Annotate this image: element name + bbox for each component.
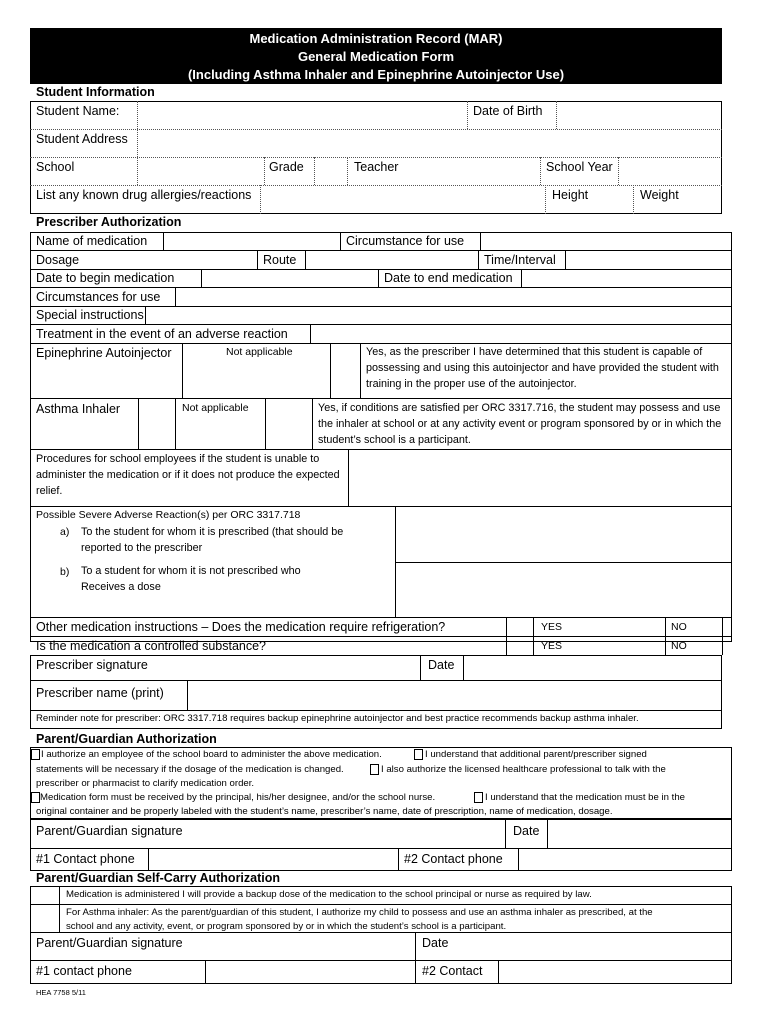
reaction-a-field[interactable]: [397, 507, 730, 561]
dob-field[interactable]: [559, 103, 719, 127]
route-label: Route: [263, 253, 297, 267]
contact1-label: #1 Contact phone: [36, 852, 135, 866]
dosage-label: Dosage: [36, 253, 80, 267]
special-instructions-field[interactable]: [147, 307, 730, 323]
school-year-field[interactable]: [620, 159, 719, 183]
self-carry-date-label: Date: [422, 936, 449, 950]
controlled-yes-label: YES: [541, 640, 563, 652]
self-carry-contact2-label: #2 Contact: [422, 964, 483, 978]
auth-text-5: prescriber or pharmacist to clarify medication order.: [36, 778, 255, 789]
circumstance-field[interactable]: [482, 233, 730, 249]
student-name-label: Student Name:: [36, 104, 120, 118]
treatment-field[interactable]: [312, 325, 730, 342]
form-number: HEA 7758 5/11: [36, 988, 86, 997]
auth-text-1: I authorize an employee of the school board to administer the above medication.: [41, 749, 382, 760]
auth-checkbox-1[interactable]: [31, 749, 40, 760]
treatment-label: Treatment in the event of an adverse reaction: [36, 327, 288, 341]
reaction-a-marker: a): [60, 526, 70, 538]
form-subtitle: General Medication Form: [297, 49, 455, 64]
self-carry-backup-text: Medication is administered I will provide a backup dose of the medication to the school principal or nurse as required by law.: [66, 889, 592, 900]
epinephrine-label: Epinephrine Autoinjector: [36, 346, 172, 360]
auth-text-8: original container and be properly labeled with the student’s name, prescriber’s name, date of prescription, name of medication, dosage.: [36, 806, 613, 817]
dosage-field[interactable]: [90, 251, 255, 268]
asthma-yes-text: Yes, if conditions are satisfied per ORC 3317.716, the student may possess and use the inhaler at school or at any activity event or program sponsored by or in which the student’s school is a participant.: [318, 402, 722, 446]
teacher-label: Teacher: [354, 160, 399, 174]
grade-field[interactable]: [316, 159, 345, 183]
begin-date-field[interactable]: [203, 270, 376, 286]
prescriber-signature-label: Prescriber signature: [36, 658, 148, 672]
form-header: [30, 28, 722, 84]
address-field[interactable]: [140, 131, 719, 155]
self-carry-contact1-label: #1 contact phone: [36, 964, 132, 978]
parent-signature-field[interactable]: [200, 821, 502, 847]
weight-label: Weight: [640, 188, 679, 202]
self-carry-contact1-field[interactable]: [207, 962, 413, 983]
school-year-label: School Year: [546, 160, 613, 174]
parent-signature-label: Parent/Guardian signature: [36, 824, 183, 838]
allergies-label: List any known drug allergies/reactions: [36, 188, 252, 202]
med-name-field[interactable]: [165, 233, 338, 249]
asthma-yes-checkbox[interactable]: [139, 399, 174, 448]
dob-label: Date of Birth: [473, 104, 543, 118]
route-field[interactable]: [307, 251, 476, 268]
self-carry-date-field[interactable]: [460, 934, 730, 959]
procedures-label: Procedures for school employees if the student is unable to administer the medication or if it does not produce the expected relief.: [36, 453, 340, 497]
epinephrine-yes-text: Yes, as the prescriber I have determined that this student is capable of possessing and using this autoinjector and have provided the student with training in the proper use of the autoinjector.: [366, 346, 719, 390]
self-carry-section-title: Parent/Guardian Self-Carry Authorization: [36, 871, 281, 885]
allergies-field[interactable]: [262, 187, 543, 212]
auth-text-2: I understand that additional parent/prescriber signed: [425, 749, 647, 760]
self-carry-asthma-text-1: For Asthma inhaler: As the parent/guardian of this student, I authorize my child to possess and use an asthma inhaler as prescribed, at the: [66, 907, 653, 918]
auth-text-4: I also authorize the licensed healthcare professional to talk with the: [381, 764, 666, 775]
self-carry-backup-checkbox[interactable]: [31, 887, 58, 903]
time-interval-field[interactable]: [567, 251, 730, 268]
form-title: Medication Administration Record (MAR): [249, 31, 503, 46]
address-label: Student Address: [36, 132, 128, 146]
controlled-label: Is the medication a controlled substance?: [36, 639, 266, 653]
height-label: Height: [552, 188, 589, 202]
school-label: School: [36, 160, 75, 174]
reaction-b-field[interactable]: [397, 563, 730, 616]
special-instructions-label: Special instructions: [36, 308, 144, 322]
procedures-field[interactable]: [350, 450, 730, 505]
circumstances-field[interactable]: [177, 288, 730, 305]
contact1-field[interactable]: [150, 850, 396, 870]
teacher-field[interactable]: [430, 159, 538, 183]
self-carry-contact2-field[interactable]: [500, 962, 730, 983]
parent-date-field[interactable]: [549, 821, 730, 847]
prescriber-name-field[interactable]: [189, 682, 720, 709]
reaction-a-text: To the student for whom it is prescribed (that should be reported to the prescriber: [81, 526, 344, 554]
contact2-label: #2 Contact phone: [404, 852, 503, 866]
self-carry-asthma-checkbox[interactable]: [31, 905, 58, 931]
prescriber-date-field[interactable]: [465, 657, 720, 679]
school-field[interactable]: [140, 159, 262, 183]
student-name-field[interactable]: [140, 103, 465, 127]
parent-section-title: Parent/Guardian Authorization: [36, 732, 217, 746]
prescriber-signature-field[interactable]: [190, 657, 418, 679]
self-carry-asthma-text-2: school and any activity, event, or program sponsored by or in which the student’s school is a participant.: [66, 921, 507, 932]
prescriber-reminder: Reminder note for prescriber: ORC 3317.718 requires backup epinephrine autoinjector and best practice recommends backup asthma inhaler.: [36, 713, 639, 724]
refrigeration-no-label: NO: [671, 621, 687, 633]
epinephrine-na-label: Not applicable: [226, 346, 293, 358]
auth-checkbox-2[interactable]: [414, 749, 423, 760]
refrigeration-yes-label: YES: [541, 621, 563, 633]
student-section-title: Student Information: [36, 85, 155, 99]
end-date-label: Date to end medication: [384, 271, 513, 285]
asthma-label: Asthma Inhaler: [36, 402, 121, 416]
circumstances-label: Circumstances for use: [36, 290, 161, 304]
controlled-no-label: NO: [671, 640, 687, 652]
refrigeration-label: Other medication instructions – Does the medication require refrigeration?: [36, 620, 446, 634]
auth-checkbox-4[interactable]: [31, 792, 40, 803]
reaction-b-text: To a student for whom it is not prescribed who Receives a dose: [81, 565, 301, 593]
begin-date-label: Date to begin medication: [36, 271, 175, 285]
med-name-label: Name of medication: [36, 234, 148, 248]
auth-text-6: Medication form must be received by the principal, his/her designee, and/or the school nurse.: [40, 792, 436, 803]
end-date-field[interactable]: [523, 270, 730, 286]
self-carry-signature-label: Parent/Guardian signature: [36, 936, 183, 950]
controlled-yes-checkbox[interactable]: [507, 637, 532, 654]
reactions-label: Possible Severe Adverse Reaction(s) per ORC 3317.718: [36, 509, 301, 521]
auth-checkbox-5[interactable]: [474, 792, 483, 803]
grade-label: Grade: [269, 160, 304, 174]
contact2-field[interactable]: [520, 850, 730, 870]
reaction-b-marker: b): [60, 566, 70, 578]
asthma-na-label: Not applicable: [182, 402, 249, 414]
prescriber-name-label: Prescriber name (print): [36, 686, 164, 700]
form-subtitle-2: (Including Asthma Inhaler and Epinephrine Autoinjector Use): [187, 67, 565, 82]
circumstance-label: Circumstance for use: [346, 234, 465, 248]
auth-checkbox-3[interactable]: [370, 764, 379, 775]
parent-date-label: Date: [513, 824, 540, 838]
prescriber-date-label: Date: [428, 658, 455, 672]
asthma-na-checkbox[interactable]: [266, 399, 311, 448]
self-carry-signature-field[interactable]: [200, 934, 412, 959]
refrigeration-yes-checkbox[interactable]: [507, 618, 532, 635]
prescriber-section-title: Prescriber Authorization: [36, 215, 182, 229]
epinephrine-na-checkbox[interactable]: [331, 344, 359, 397]
auth-text-3: statements will be necessary if the dosage of the medication is changed.: [36, 764, 344, 775]
time-interval-label: Time/Interval: [484, 253, 556, 267]
auth-text-7: I understand that the medication must be in the: [485, 792, 685, 803]
